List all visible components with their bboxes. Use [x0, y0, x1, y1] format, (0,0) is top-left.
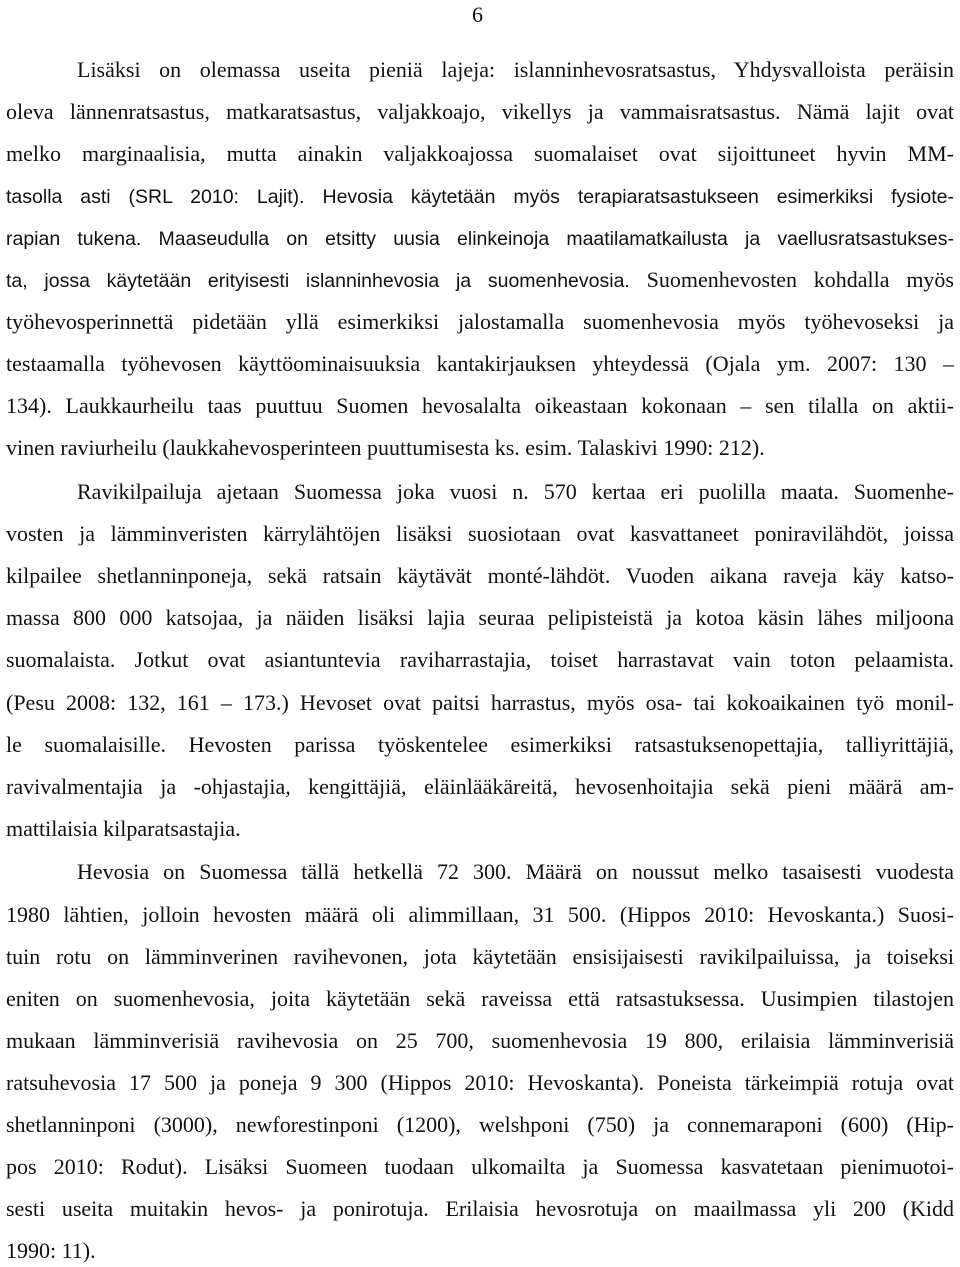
line-segment: Hevosia käytetään myös terapiaratsastukseen esimerkiksi fysiote- — [304, 186, 954, 208]
paragraph-line: Ravikilpailuja ajetaan Suomessa joka vuosi n. 570 kertaa eri puolilla maata. Suomenhe- — [77, 479, 954, 504]
paragraph-line: oleva lännenratsastus, matkaratsastus, valjakkoajo, vikellys ja vammaisratsastus. Nämä lajit ovat — [6, 99, 954, 124]
line-segment: ta, jossa käytetään erityisesti islanninhevosia ja suomenhevosia. — [6, 270, 630, 292]
paragraph-line: shetlanninponi (3000), newforestinponi (1200), welshponi (750) ja connemaraponi (600) (Hip- — [6, 1112, 954, 1137]
page-number: 6 — [472, 2, 483, 27]
paragraph-line: suomalaista. Jotkut ovat asiantuntevia raviharrastajia, toiset harrastavat vain toton pelaamista. — [6, 647, 954, 672]
paragraph-line: mattilaisia kilparatsastajia. — [6, 816, 241, 841]
paragraph-line: vinen raviurheilu (laukkahevosperinteen puuttumisesta ks. esim. Talaskivi 1990: 212). — [6, 435, 765, 460]
paragraph-line: Lisäksi on olemassa useita pieniä lajeja: islanninhevosratsastus, Yhdysvalloista peräisin — [77, 57, 954, 82]
paragraph-line: Hevosia on Suomessa tällä hetkellä 72 300. Määrä on noussut melko tasaisesti vuodesta — [77, 859, 954, 884]
paragraph-line: testaamalla työhevosen käyttöominaisuuksia kantakirjauksen yhteydessä (Ojala ym. 2007: 130 – — [6, 351, 954, 376]
paragraph-line: sesti useita muitakin hevos- ja ponirotuja. Erilaisia hevosrotuja on maailmassa yli 200 (Kidd — [6, 1196, 954, 1221]
paragraph-line: massa 800 000 katsojaa, ja näiden lisäksi lajia seuraa pelipisteistä ja kotoa käsin lähes miljoona — [6, 605, 954, 630]
line-segment: Suomenhevosten kohdalla myös — [629, 267, 954, 292]
paragraph-line: (Pesu 2008: 132, 161 – 173.) Hevoset ovat paitsi harrastus, myös osa- tai kokoaikainen työ monil- — [6, 690, 954, 715]
paragraph-line: le suomalaisille. Hevosten parissa työskentelee esimerkiksi ratsastuksenopettajia, talliyrittäjiä, — [6, 732, 954, 757]
paragraph-line — [6, 181, 954, 211]
paragraph-line: 1980 lähtien, jolloin hevosten määrä oli alimmillaan, 31 500. (Hippos 2010: Hevoskanta.) Suosi- — [6, 902, 954, 927]
line-segment: Maaseudulla on etsitty uusia elinkeinoja maatilamatkailusta ja vaellusratsastukses- — [141, 228, 954, 250]
paragraph-line: tuin rotu on lämminverinen ravihevonen, jota käytetään ensisijaisesti ravikilpailuissa, ja toiseksi — [6, 944, 954, 969]
line-segment: tasolla asti (SRL 2010: Lajit). — [6, 186, 305, 208]
paragraph-line: kilpailee shetlanninponeja, sekä ratsain käytävät monté-lähdöt. Vuoden aikana raveja käy katso- — [6, 563, 954, 588]
paragraph-line: 134). Laukkaurheilu taas puuttuu Suomen hevosalalta oikeastaan kokonaan – sen tilalla on aktii- — [6, 393, 954, 418]
paragraph-line — [6, 223, 954, 253]
paragraph-line: ratsuhevosia 17 500 ja poneja 9 300 (Hippos 2010: Hevoskanta). Poneista tärkeimpiä rotuja ovat — [6, 1070, 954, 1095]
paragraph-line: työhevosperinnettä pidetään yllä esimerkiksi jalostamalla suomenhevosia myös työhevoseksi ja — [6, 309, 954, 334]
paragraph-line: vosten ja lämminveristen kärrylähtöjen lisäksi suosiotaan ovat kasvattaneet poniravilähdöt, joissa — [6, 521, 954, 546]
paragraph-line: melko marginaalisia, mutta ainakin valjakkoajossa suomalaiset ovat sijoittuneet hyvin MM- — [6, 141, 954, 166]
paragraph-line: pos 2010: Rodut). Lisäksi Suomeen tuodaan ulkomailta ja Suomessa kasvatetaan pienimuotoi- — [6, 1154, 954, 1179]
paragraph-line — [6, 265, 954, 295]
line-segment: rapian tukena. — [6, 228, 142, 250]
paragraph-line: ravivalmentajia ja -ohjastajia, kengittäjiä, eläinlääkäreitä, hevosenhoitajia sekä pieni määrä am- — [6, 774, 954, 799]
paragraph-line: mukaan lämminverisiä ravihevosia on 25 700, suomenhevosia 19 800, erilaisia lämminverisiä — [6, 1028, 954, 1053]
paragraph-line: 1990: 11). — [6, 1238, 96, 1263]
paragraph-line: eniten on suomenhevosia, joita käytetään sekä raveissa että ratsastuksessa. Uusimpien tilastojen — [6, 986, 954, 1011]
